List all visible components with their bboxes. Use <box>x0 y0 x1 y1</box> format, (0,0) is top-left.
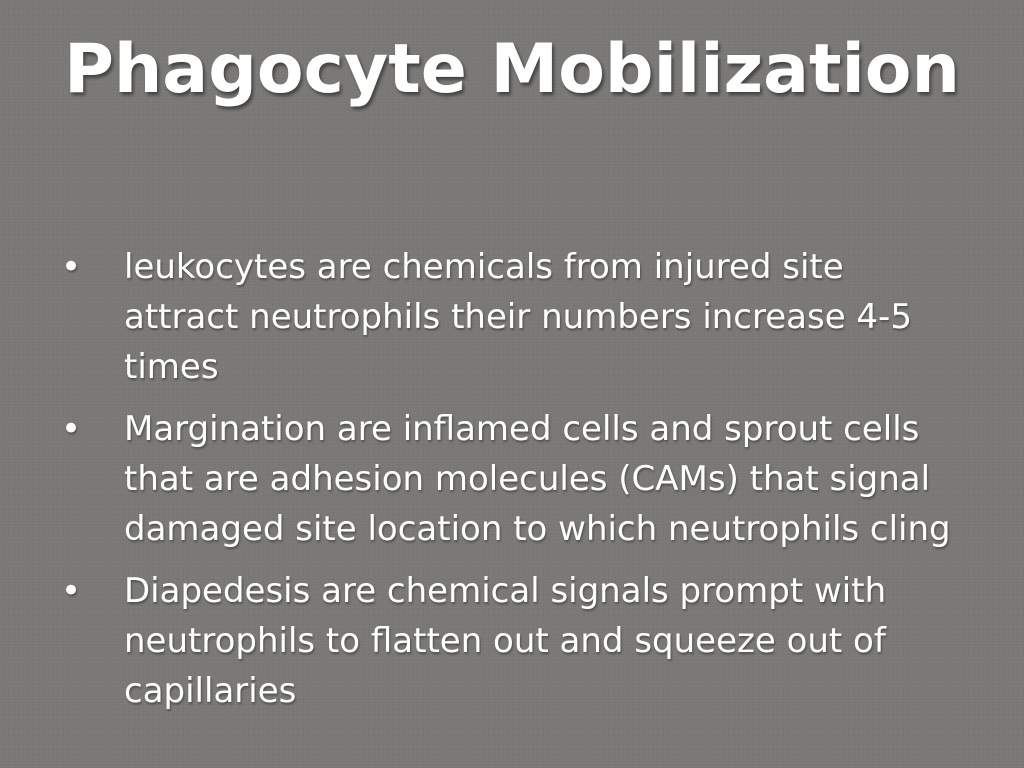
bullet-text: Margination are inflamed cells and sprout cells that are adhesion molecules (CAMs) that signal damaged site location to which neutrophils cling <box>124 409 951 549</box>
bullet-text: leukocytes are chemicals from injured site attract neutrophils their numbers increase 4-5 times <box>124 247 912 387</box>
bullet-item-margination <box>56 404 956 554</box>
bullet-dot-icon: • <box>60 247 82 287</box>
bullet-list <box>56 242 956 728</box>
slide-title: Phagocyte Mobilization <box>64 30 960 109</box>
bullet-dot-icon: • <box>60 409 82 449</box>
bullet-item-diapedesis <box>56 566 956 716</box>
bullet-dot-icon: • <box>60 571 82 611</box>
bullet-text: Diapedesis are chemical signals prompt with neutrophils to flatten out and squeeze out of capillaries <box>124 571 887 711</box>
bullet-item-leukocytes <box>56 242 956 392</box>
